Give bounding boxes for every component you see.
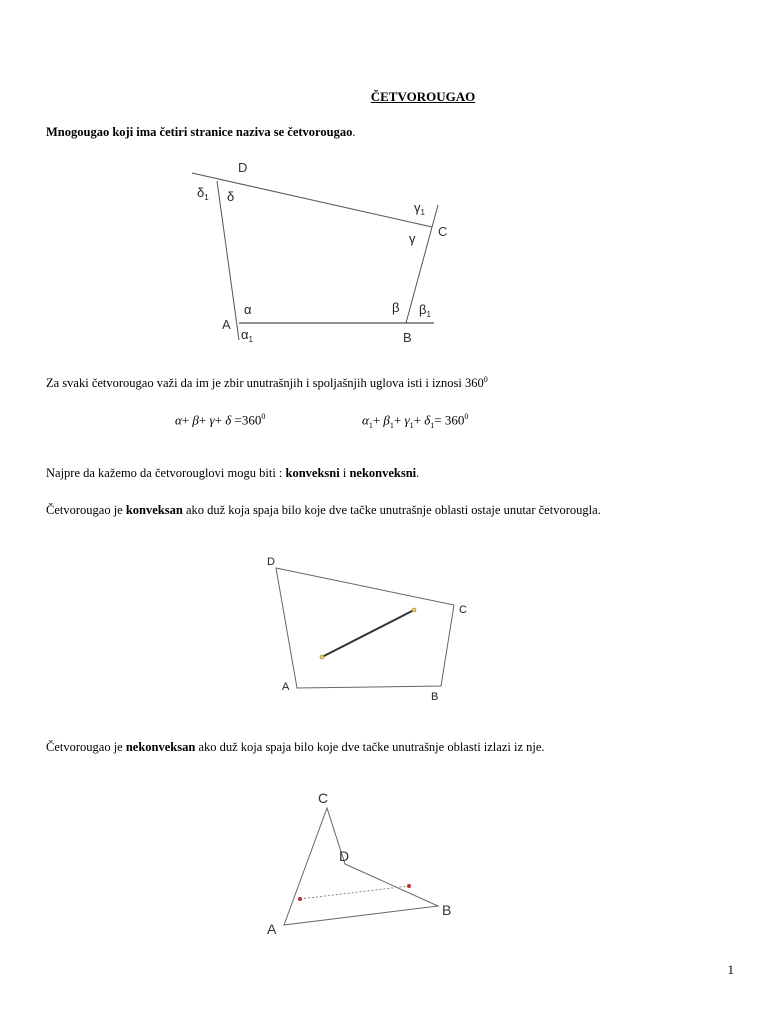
fig2-label-a: A	[282, 681, 290, 693]
formula-exterior: $\alpha_1+ \beta_1+ \gamma_1+ \delta_1= 360^0$	[362, 412, 469, 430]
types-nonconvex: nekonveksni	[349, 466, 417, 480]
formula-interior: $\alpha+ \beta+ \gamma+ \delta =360^0$	[175, 412, 266, 428]
types-paragraph: Najpre da kažemo da četvorouglovi mogu biti : konveksni i nekonveksni.	[46, 466, 420, 480]
fig1-label-a: A	[222, 317, 231, 332]
fig1-delta1: $\delta_1$	[197, 185, 209, 202]
fig3-point-2	[407, 884, 411, 888]
fig2-label-c: C	[459, 604, 467, 616]
fig3-segment-dashed	[300, 886, 409, 899]
fig3-quadrilateral	[284, 808, 438, 925]
convex-bold: konveksan	[125, 503, 183, 517]
types-convex: konveksni	[285, 466, 340, 480]
definition-bold: Mnogougao koji ima četiri stranice naziva se četvorougao	[46, 125, 353, 139]
angle-sum-sup: 0	[483, 375, 488, 384]
fig2-label-d: D	[267, 556, 275, 568]
fig1-label-b: B	[403, 330, 412, 345]
nonconvex-definition: Četvorougao je nekonveksan ako duž koja spaja bilo koje dve tačke unutrašnje oblasti izlazi iz nje.	[46, 740, 545, 754]
fig3-label-d: D	[339, 848, 350, 864]
fig1-alpha1: $\alpha_1$	[241, 327, 253, 344]
fig1-label-c: C	[438, 224, 448, 239]
fig1-beta: β	[392, 300, 400, 315]
fig1-gamma: γ	[409, 231, 416, 246]
fig3-label-c: C	[318, 790, 329, 806]
convex-definition: Četvorougao je konveksan ako duž koja spaja bilo koje dve tačke unutrašnje oblasti ostaje unutar četvorougla.	[46, 503, 601, 517]
nonconvex-bold: nekonveksan	[125, 740, 196, 754]
fig2-label-b: B	[431, 691, 439, 703]
fig3-label-a: A	[267, 921, 277, 937]
fig1-beta1: $\beta_1$	[419, 302, 431, 319]
fig3-label-b: B	[442, 902, 452, 918]
definition-period: .	[352, 125, 356, 139]
fig3-point-1	[298, 897, 302, 901]
fig1-delta: δ	[227, 189, 235, 204]
page-number: 1	[727, 962, 734, 977]
fig1-gamma1: $\gamma_1$	[414, 200, 425, 217]
angle-sum-text: Za svaki četvorougao važi da im je zbir unutrašnjih i spoljašnjih uglova isti i iznosi 360	[46, 376, 484, 391]
page-title: ČETVOROUGAO	[370, 89, 476, 104]
fig1-alpha: α	[244, 302, 252, 317]
fig1-label-d: D	[238, 160, 248, 175]
